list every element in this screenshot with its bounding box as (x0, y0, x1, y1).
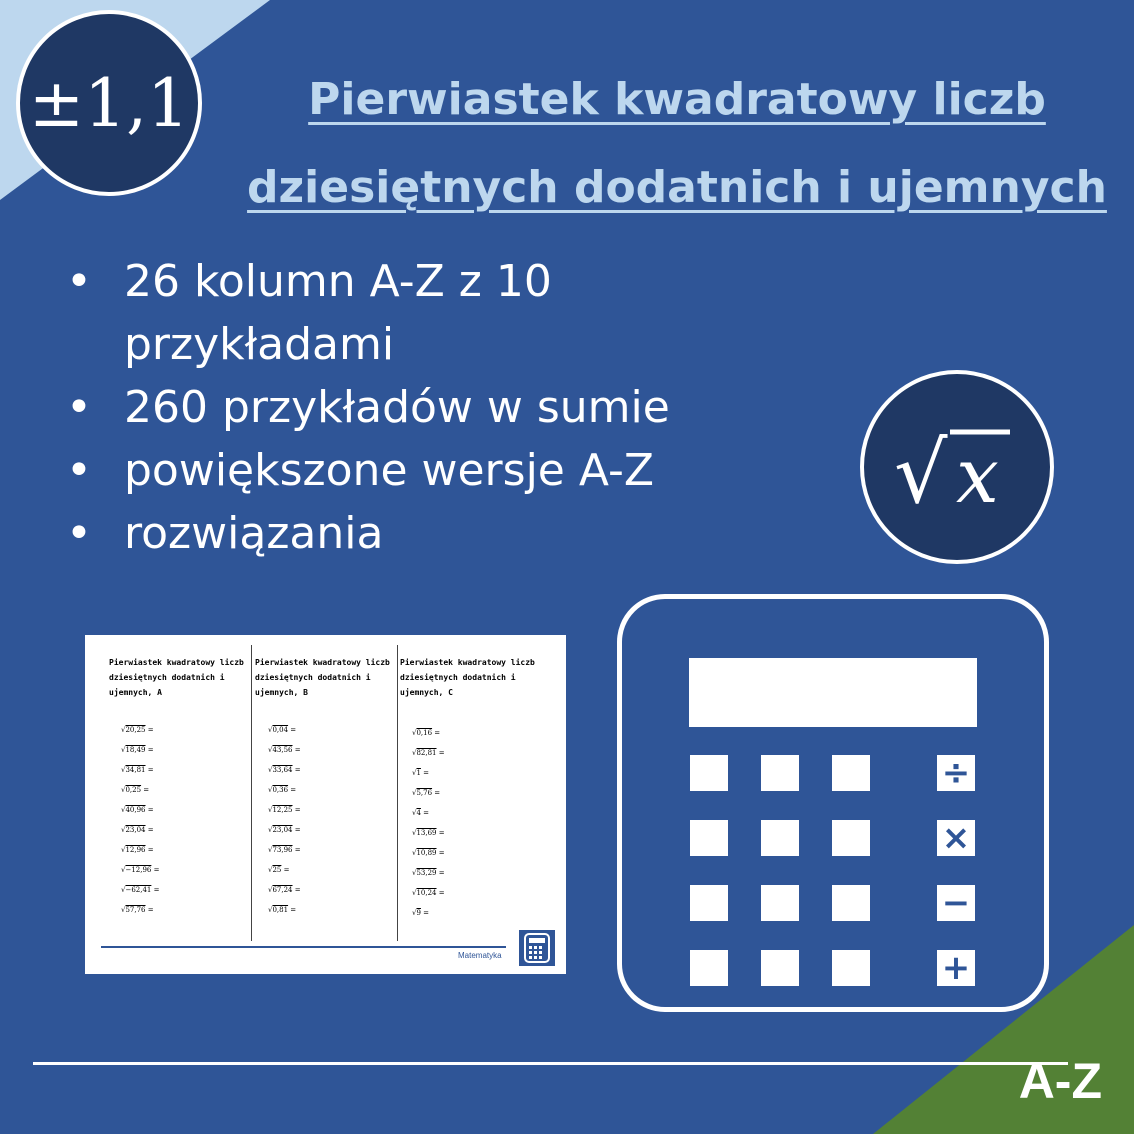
preview-heading: Pierwiastek kwadratowy liczb dziesiętnych dodatnich i ujemnych, B (255, 658, 390, 697)
calculator-key (832, 950, 870, 986)
feature-item: • powiększone wersje A-Z (66, 439, 706, 502)
preview-problem: √18,49 = (121, 746, 154, 754)
page-title-line-1: Pierwiastek kwadratowy liczb (308, 74, 1046, 125)
preview-problem: √5,76 = (412, 789, 441, 797)
calculator-key (832, 820, 870, 856)
calculator-key (690, 950, 728, 986)
preview-problem: √12,96 = (121, 846, 154, 854)
preview-problem: √34,81 = (121, 766, 154, 774)
preview-column-c (400, 635, 540, 700)
preview-problem: √10,89 = (412, 849, 445, 857)
page-title-line-2: dziesiętnych dodatnich i ujemnych (247, 162, 1107, 213)
calculator-key (690, 820, 728, 856)
preview-problem: √−12,96 = (121, 866, 160, 874)
preview-problem: √4 = (412, 809, 430, 817)
multiply-key: × (937, 820, 975, 856)
preview-problem: √82,81 = (412, 749, 445, 757)
corner-label: A-Z (1018, 1053, 1102, 1109)
preview-problem: √20,25 = (121, 726, 154, 734)
divide-key: ÷ (937, 755, 975, 791)
preview-problem: √23,04 = (121, 826, 154, 834)
preview-heading: Pierwiastek kwadratowy liczb dziesiętnych dodatnich i ujemnych, C (400, 658, 535, 697)
preview-problem: √12,25 = (268, 806, 301, 814)
calculator-key (761, 820, 799, 856)
square-root-icon (860, 370, 1054, 564)
preview-problem: √57,76 = (121, 906, 154, 914)
preview-problem: √43,56 = (268, 746, 301, 754)
preview-problem: √0,04 = (268, 726, 297, 734)
calculator-key (690, 755, 728, 791)
bottom-divider (33, 1062, 1068, 1065)
preview-column-b (255, 635, 395, 700)
preview-problem: √0,81 = (268, 906, 297, 914)
preview-footer-text: Matematyka (458, 951, 502, 960)
calculator-icon (519, 930, 555, 966)
preview-problem: √10,24 = (412, 889, 445, 897)
preview-problem: √67,24 = (268, 886, 301, 894)
preview-column-a (109, 635, 249, 700)
calculator-key (832, 885, 870, 921)
radical-sign: √ (894, 424, 948, 522)
preview-footer-line (101, 946, 506, 948)
plus-key: + (937, 950, 975, 986)
preview-problem: √13,69 = (412, 829, 445, 837)
radicand-x: x (956, 431, 999, 520)
feature-list (66, 250, 706, 565)
calculator-key (690, 885, 728, 921)
calculator-key (832, 755, 870, 791)
feature-item: • 26 kolumn A-Z z 10 przykładami (66, 250, 706, 376)
preview-problem: √23,04 = (268, 826, 301, 834)
preview-problem: √25 = (268, 866, 290, 874)
preview-heading: Pierwiastek kwadratowy liczb dziesiętnych dodatnich i ujemnych, A (109, 658, 244, 697)
feature-item: • 260 przykładów w sumie (66, 376, 706, 439)
calculator-display (689, 658, 977, 727)
column-divider (251, 645, 252, 941)
preview-problem: √0,16 = (412, 729, 441, 737)
decimal-badge (16, 10, 202, 196)
badge-text: ±1,1 (28, 64, 190, 142)
square-root-glyph (864, 374, 1050, 560)
worksheet-preview (85, 635, 566, 974)
preview-problem: √9 = (412, 909, 430, 917)
preview-problem: √−62,41 = (121, 886, 160, 894)
column-divider (397, 645, 398, 941)
calculator-key (761, 755, 799, 791)
minus-key: − (937, 885, 975, 921)
preview-problem: √0,25 = (121, 786, 150, 794)
calculator-key (761, 950, 799, 986)
preview-problem: √33,64 = (268, 766, 301, 774)
preview-problem: √1 = (412, 769, 430, 777)
calculator-key (761, 885, 799, 921)
preview-problem: √73,96 = (268, 846, 301, 854)
feature-item: • rozwiązania (66, 502, 706, 565)
preview-problem: √53,29 = (412, 869, 445, 877)
preview-problem: √0,36 = (268, 786, 297, 794)
preview-problem: √40,96 = (121, 806, 154, 814)
